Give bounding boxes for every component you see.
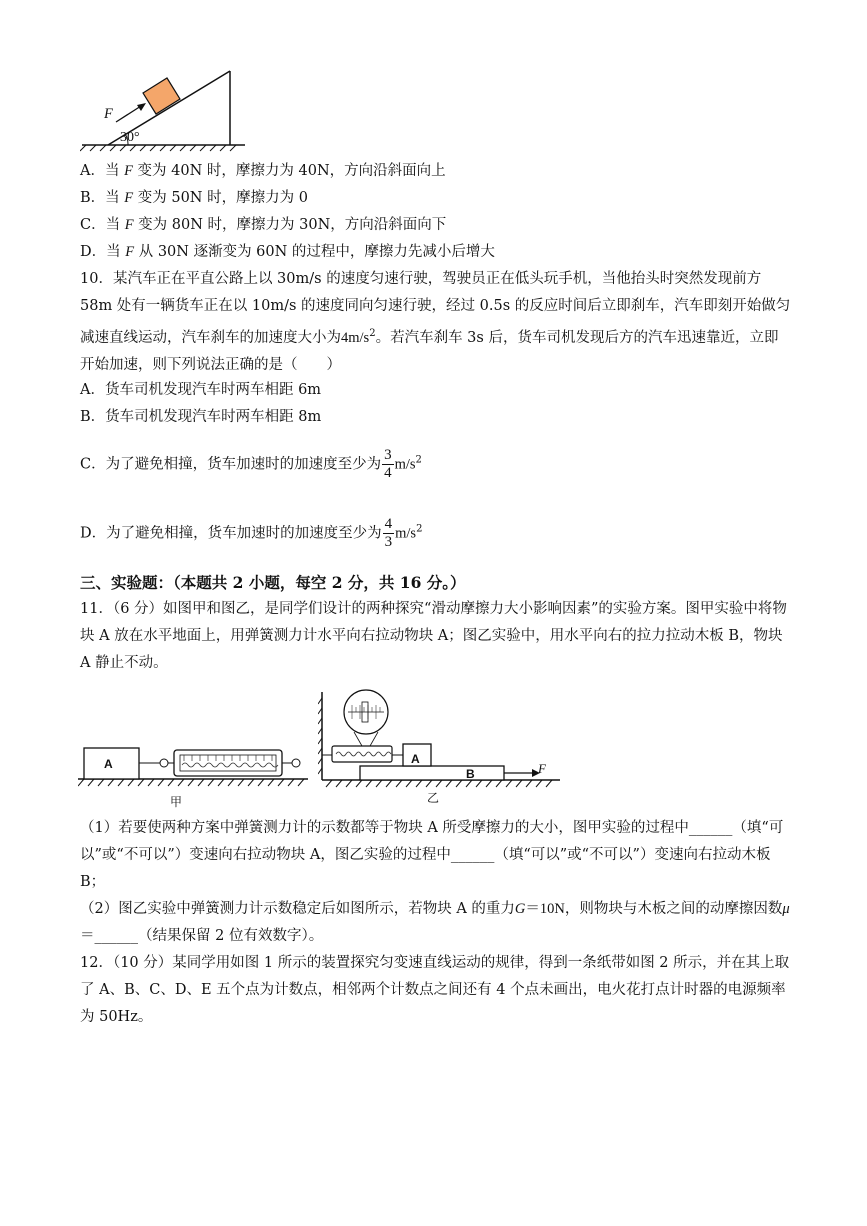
q9-option-c: C．当 F 变为 80N 时，摩擦力为 30N，方向沿斜面向下 — [80, 217, 447, 233]
block-a-label: A — [104, 757, 113, 771]
q10-option-d: D．为了避免相撞，货车加速时的加速度至少为 $\frac{4}{3}$ $m/s^2$ — [80, 516, 423, 550]
q10-option-a: A．货车司机发现汽车时两车相距 6m — [80, 382, 322, 398]
q11-sub2: （2）图乙实验中弹簧测力计示数稳定后如图所示，若物块 A 的重力G＝10N，则物块与木板之间的动摩擦因数μ＝______（结果保留 2 位有效数字）。 — [80, 901, 790, 944]
figure-yi — [318, 688, 563, 796]
q11-sub1: （1）若要使两种方案中弹簧测力计的示数都等于物块 A 所受摩擦力的大小，图甲实验的过程中______（填“可以”或“不可以”）变速向右拉动物块 A，图乙实验的过程中______（填“可以”或“不可以”）变速向右拉动木板 B； — [80, 820, 784, 890]
q9-option-a: A．当 F 变为 40N 时，摩擦力为 40N，方向沿斜面向上 — [80, 163, 446, 179]
q9-option-b: B．当 F 变为 50N 时，摩擦力为 0 — [80, 190, 308, 206]
section-heading: 三、实验题：（本题共 2 小题，每空 2 分，共 16 分。） — [80, 573, 466, 592]
force-f-label: F — [538, 761, 546, 776]
angle-label: 30° — [120, 130, 140, 145]
fig-yi-label: 乙 — [427, 791, 440, 805]
q9-option-d: D．当 F 从 30N 逐渐变为 60N 的过程中，摩擦力先减小后增大 — [80, 244, 495, 260]
q10-option-b: B．货车司机发现汽车时两车相距 8m — [80, 409, 322, 425]
board-b-label: B — [466, 767, 475, 781]
q12-stem: 12．（10 分）某同学用如图 1 所示的装置探究匀变速直线运动的规律，得到一条纸带如图 2 所示，并在其上取了 A、B、C、D、E 五个点为计数点，相邻两个计数点之间还有 4 个点未画出，电火花打点计时器的电源频率为 50Hz。 — [80, 955, 790, 1025]
fig-jia-label: 甲 — [170, 795, 183, 809]
block-a-label-yi: A — [411, 752, 420, 766]
q10-stem: 10．某汽车正在平直公路上以 30m/s 的速度匀速行驶，驾驶员正在低头玩手机，当他抬头时突然发现前方 58m 处有一辆货车正在以 10m/s 的速度同向匀速行驶，经过 0.5s 的反应时间后立即刹车，汽车即刻开始做匀减速直线运动，汽车刹车的加速度大小为$4m/s^2$。若汽车刹车 3s 后，货车司机发现后方的汽车迅速靠近，立即开始加速，则下列说法正确的是（ ） — [80, 271, 791, 373]
q10-option-c: C．为了避免相撞，货车加速时的加速度至少为 $\frac{3}{4}$ $m/s^2$ — [80, 447, 422, 481]
q11-stem: 11．（6 分）如图甲和图乙，是同学们设计的两种探究“滑动摩擦力大小影响因素”的实验方案。图甲实验中将物块 A 放在水平地面上，用弹簧测力计水平向右拉动物块 A；图乙实验中，用水平向右的拉力拉动木板 B，物块 A 静止不动。 — [80, 601, 787, 671]
force-label: F — [104, 106, 113, 122]
